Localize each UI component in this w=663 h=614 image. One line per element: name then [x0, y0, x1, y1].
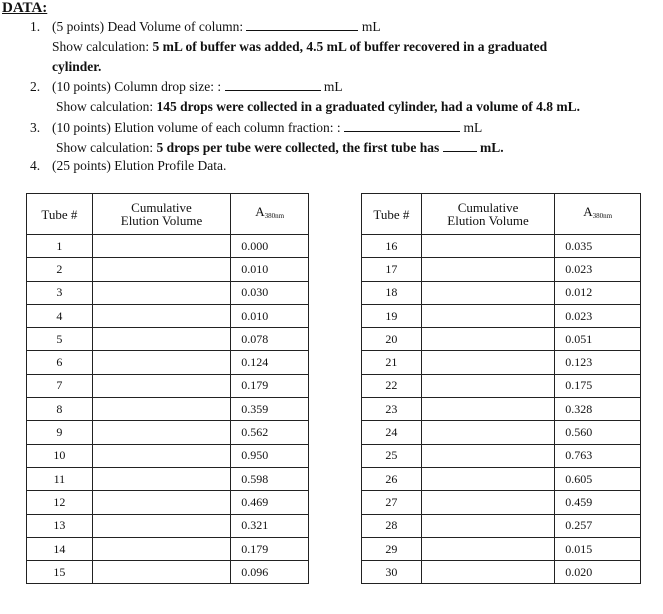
table-row [362, 235, 641, 258]
cumulative-volume-cell[interactable] [421, 491, 555, 514]
question-3-calc-text: 5 drops per tube were collected, the first tube has [156, 140, 440, 155]
cumulative-volume-cell[interactable] [92, 421, 231, 444]
absorbance-cell: 0.763 [555, 444, 641, 467]
question-3-calc-prefix: Show calculation: [56, 140, 154, 155]
table-row [362, 258, 641, 281]
question-3-calculation [56, 140, 504, 156]
tube-number-cell: 4 [27, 304, 93, 327]
absorbance-cell: 0.321 [231, 514, 309, 537]
cumulative-volume-cell[interactable] [421, 421, 555, 444]
cumulative-volume-cell[interactable] [92, 537, 231, 560]
question-3-number: 3. [30, 120, 41, 135]
table-row [27, 537, 309, 560]
absorbance-cell: 0.078 [231, 328, 309, 351]
tube-number-cell: 11 [27, 467, 93, 490]
table-row [27, 444, 309, 467]
question-4-text: (25 points) Elution Profile Data. [52, 158, 227, 173]
question-3-answer-blank[interactable] [344, 130, 460, 132]
table-row [362, 514, 641, 537]
cumulative-volume-cell[interactable] [92, 561, 231, 584]
question-1-answer-blank[interactable] [246, 29, 358, 31]
absorbance-cell: 0.015 [555, 537, 641, 560]
table-row [27, 235, 309, 258]
tube-number-cell: 1 [27, 235, 93, 258]
table-row [362, 444, 641, 467]
question-1-calc-line2 [52, 59, 101, 75]
table-row [27, 351, 309, 374]
cumulative-volume-cell[interactable] [92, 374, 231, 397]
question-2-number: 2. [30, 79, 41, 94]
table-row [27, 514, 309, 537]
absorbance-cell: 0.096 [231, 561, 309, 584]
question-4 [30, 158, 226, 174]
table-row [27, 258, 309, 281]
table-row [362, 561, 641, 584]
cumulative-volume-cell[interactable] [92, 467, 231, 490]
table-row [362, 467, 641, 490]
absorbance-cell: 0.010 [231, 304, 309, 327]
question-2-text: (10 points) Column drop size: : [52, 79, 222, 94]
cumulative-volume-cell[interactable] [92, 444, 231, 467]
tube-number-cell: 15 [27, 561, 93, 584]
tube-number-cell: 26 [362, 467, 422, 490]
tube-number-cell: 20 [362, 328, 422, 351]
cumulative-header-line1: Cumulative [131, 200, 192, 215]
absorbance-cell: 0.012 [555, 281, 641, 304]
absorbance-cell: 0.328 [555, 398, 641, 421]
tube-number-cell: 24 [362, 421, 422, 444]
table-row [27, 374, 309, 397]
cumulative-volume-cell[interactable] [421, 374, 555, 397]
question-1-calc-text: 5 mL of buffer was added, 4.5 mL of buffer recovered in a graduated [152, 39, 548, 54]
absorbance-header [231, 194, 309, 235]
question-4-number: 4. [30, 158, 41, 173]
tube-number-cell: 19 [362, 304, 422, 327]
cumulative-header-line1: Cumulative [457, 200, 519, 215]
tube-number-cell: 7 [27, 374, 93, 397]
tube-number-cell: 10 [27, 444, 93, 467]
question-3-first-tube-blank[interactable] [443, 150, 477, 152]
table-row [27, 328, 309, 351]
table-row [362, 351, 641, 374]
absorbance-cell: 0.469 [231, 491, 309, 514]
question-2-calc-prefix: Show calculation: [56, 99, 154, 114]
table-row [27, 281, 309, 304]
absorbance-cell: 0.035 [555, 235, 641, 258]
table-row [27, 491, 309, 514]
cumulative-volume-cell[interactable] [421, 398, 555, 421]
tube-number-cell: 22 [362, 374, 422, 397]
table-row [27, 467, 309, 490]
tube-number-cell: 14 [27, 537, 93, 560]
cumulative-volume-cell[interactable] [421, 561, 555, 584]
tube-number-cell: 25 [362, 444, 422, 467]
absorbance-header-main: A [583, 204, 593, 219]
absorbance-cell: 0.020 [555, 561, 641, 584]
table-row [27, 304, 309, 327]
elution-table-left [26, 193, 309, 584]
absorbance-header-sub: 380nm [592, 212, 613, 220]
cumulative-volume-cell[interactable] [92, 514, 231, 537]
tube-number-cell: 9 [27, 421, 93, 444]
cumulative-volume-cell[interactable] [92, 235, 231, 258]
question-3-text: (10 points) Elution volume of each column fraction: : [52, 120, 341, 135]
question-1-calc-text-line2: cylinder. [52, 59, 102, 74]
cumulative-volume-cell[interactable] [421, 351, 555, 374]
question-2-calculation [56, 99, 580, 115]
table-row [362, 398, 641, 421]
absorbance-header-sub: 380nm [264, 212, 285, 220]
absorbance-cell: 0.257 [555, 514, 641, 537]
tube-number-cell: 18 [362, 281, 422, 304]
absorbance-cell: 0.030 [231, 281, 309, 304]
absorbance-cell: 0.179 [231, 374, 309, 397]
cumulative-volume-cell[interactable] [92, 304, 231, 327]
tube-number-cell: 2 [27, 258, 93, 281]
cumulative-volume-cell[interactable] [92, 351, 231, 374]
table-header-row [27, 194, 309, 235]
cumulative-volume-cell[interactable] [421, 467, 555, 490]
table-row [362, 491, 641, 514]
absorbance-cell: 0.051 [555, 328, 641, 351]
cumulative-volume-header [92, 194, 231, 235]
table-row [362, 328, 641, 351]
tube-number-cell: 6 [27, 351, 93, 374]
tube-number-cell: 5 [27, 328, 93, 351]
question-2-calc-text: 145 drops were collected in a graduated cylinder, had a volume of 4.8 mL. [156, 99, 580, 114]
table-row [362, 304, 641, 327]
elution-table-right [361, 193, 641, 584]
table-row [362, 421, 641, 444]
absorbance-cell: 0.175 [555, 374, 641, 397]
absorbance-header [555, 194, 641, 235]
question-1-unit: mL [361, 19, 381, 34]
tube-number-cell: 16 [362, 235, 422, 258]
question-2-answer-blank[interactable] [225, 89, 321, 91]
absorbance-cell: 0.359 [231, 398, 309, 421]
data-heading: DATA: [2, 0, 48, 16]
cumulative-volume-cell[interactable] [421, 444, 555, 467]
absorbance-cell: 0.000 [231, 235, 309, 258]
tube-number-cell: 29 [362, 537, 422, 560]
tube-header: Tube # [362, 194, 422, 235]
cumulative-header-line2: Elution Volume [447, 213, 529, 228]
cumulative-volume-cell[interactable] [92, 491, 231, 514]
tube-number-cell: 8 [27, 398, 93, 421]
question-1-calc-prefix: Show calculation: [52, 39, 150, 54]
tube-number-cell: 30 [362, 561, 422, 584]
table-row [27, 561, 309, 584]
tube-number-cell: 27 [362, 491, 422, 514]
tube-number-cell: 13 [27, 514, 93, 537]
absorbance-cell: 0.179 [231, 537, 309, 560]
absorbance-cell: 0.562 [231, 421, 309, 444]
cumulative-volume-cell[interactable] [421, 281, 555, 304]
question-2 [30, 79, 343, 95]
absorbance-header-main: A [255, 204, 265, 219]
absorbance-cell: 0.123 [555, 351, 641, 374]
question-1-text: (5 points) Dead Volume of column: [52, 19, 244, 34]
table-row [362, 281, 641, 304]
table-row [27, 421, 309, 444]
cumulative-header-line2: Elution Volume [120, 213, 203, 228]
table-header-row [362, 194, 641, 235]
question-3-unit: mL [463, 120, 483, 135]
tube-number-cell: 12 [27, 491, 93, 514]
table-row [362, 374, 641, 397]
cumulative-volume-cell[interactable] [421, 328, 555, 351]
tube-number-cell: 3 [27, 281, 93, 304]
question-2-unit: mL [323, 79, 343, 94]
table-row [27, 398, 309, 421]
tube-number-cell: 23 [362, 398, 422, 421]
question-1-number: 1. [30, 19, 41, 34]
absorbance-cell: 0.023 [555, 258, 641, 281]
cumulative-volume-cell[interactable] [421, 304, 555, 327]
absorbance-cell: 0.950 [231, 444, 309, 467]
cumulative-volume-header [421, 194, 555, 235]
cumulative-volume-cell[interactable] [421, 537, 555, 560]
absorbance-cell: 0.560 [555, 421, 641, 444]
tube-number-cell: 28 [362, 514, 422, 537]
cumulative-volume-cell[interactable] [92, 398, 231, 421]
cumulative-volume-cell[interactable] [421, 258, 555, 281]
absorbance-cell: 0.598 [231, 467, 309, 490]
absorbance-cell: 0.023 [555, 304, 641, 327]
absorbance-cell: 0.605 [555, 467, 641, 490]
cumulative-volume-cell[interactable] [421, 514, 555, 537]
cumulative-volume-cell[interactable] [421, 235, 555, 258]
question-3-calc-unit: mL. [479, 140, 504, 155]
question-1 [30, 19, 381, 35]
tube-number-cell: 17 [362, 258, 422, 281]
cumulative-volume-cell[interactable] [92, 281, 231, 304]
tube-header: Tube # [27, 194, 93, 235]
absorbance-cell: 0.459 [555, 491, 641, 514]
cumulative-volume-cell[interactable] [92, 258, 231, 281]
absorbance-cell: 0.124 [231, 351, 309, 374]
absorbance-cell: 0.010 [231, 258, 309, 281]
table-row [362, 537, 641, 560]
cumulative-volume-cell[interactable] [92, 328, 231, 351]
tube-number-cell: 21 [362, 351, 422, 374]
question-1-calculation [52, 39, 547, 55]
question-3 [30, 120, 482, 136]
